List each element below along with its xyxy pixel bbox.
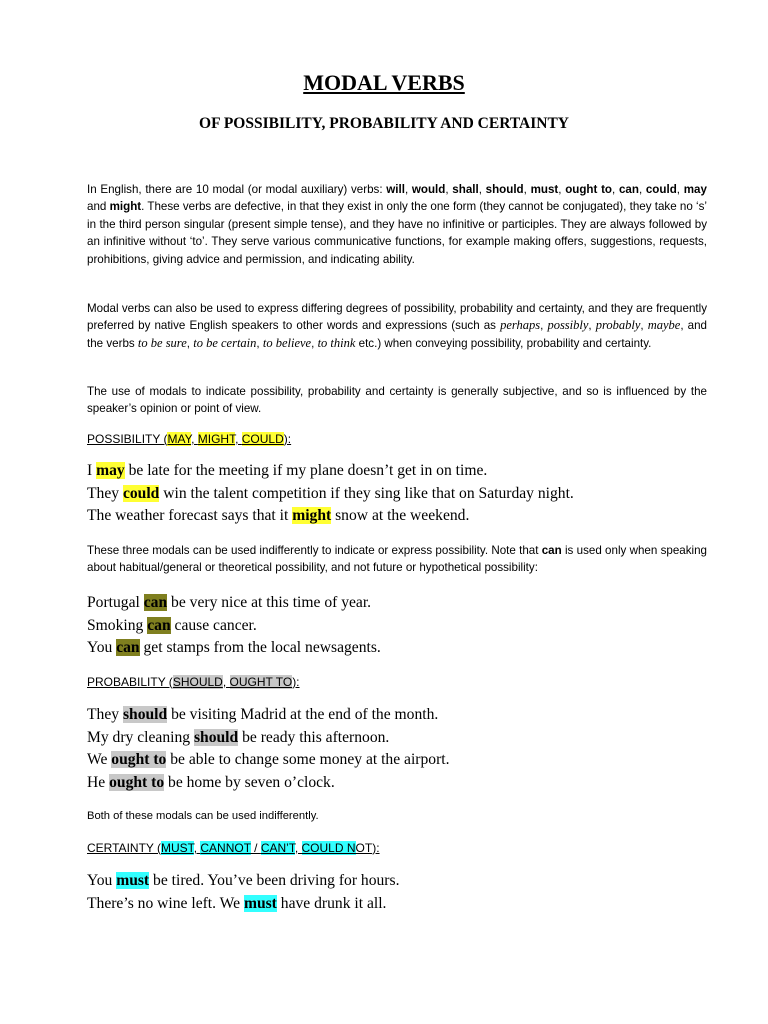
- probability-heading: PROBABILITY (SHOULD, OUGHT TO):: [87, 675, 300, 689]
- possibility-examples: [87, 460, 574, 528]
- can-note-paragraph: These three modals can be used indifferently to indicate or express possibility. Note that can is used only when speaking about habitual/general or theoretical possibility, and not future or hypothetical possibility:: [87, 544, 708, 575]
- intro-paragraph: In English, there are 10 modal (or modal auxiliary) verbs: will, would, shall, should, must, ought to, can, could, may and might. These verbs are defective, in that they exist in only the one form (they cannot be conjugated), they take no ‘s’ in the third person singular (present simple tense), and they have no infinitive or participles. They are always followed by an infinitive without ‘to’. They serve various communicative functions, for example making offers, suggestions, requests, prohibitions, giving advice and permission, and indicating ability.: [87, 183, 707, 266]
- can-examples: [87, 592, 381, 660]
- example-sentence: They could win the talent competition if they sing like that on Saturday night.: [87, 484, 574, 502]
- certainty-heading: CERTAINTY (MUST, CANNOT / CAN’T, COULD NOT):: [87, 841, 380, 855]
- page-subtitle: OF POSSIBILITY, PROBABILITY AND CERTAINTY: [199, 115, 569, 132]
- example-sentence: The weather forecast says that it might snow at the weekend.: [87, 507, 470, 525]
- modal-degrees-paragraph: Modal verbs can also be used to express differing degrees of possibility, probability and certainty, and they are frequently preferred by native English speakers to other words and expressions (such as perhaps, possibly, probably, maybe, and the verbs to be sure, to be certain, to believe, to think etc.) when conveying possibility, probability and certainty.: [87, 302, 707, 350]
- example-sentence: Portugal can be very nice at this time of year.: [87, 594, 372, 611]
- example-sentence: You must be tired. You’ve been driving for hours.: [87, 872, 400, 889]
- example-sentence: We ought to be able to change some money at the airport.: [87, 751, 450, 769]
- example-sentence: Smoking can cause cancer.: [87, 616, 257, 634]
- example-sentence: They should be visiting Madrid at the end of the month.: [87, 706, 439, 723]
- example-sentence: There’s no wine left. We must have drunk it all.: [87, 894, 387, 912]
- example-sentence: I may be late for the meeting if my plane doesn’t get in on time.: [87, 462, 488, 479]
- certainty-examples: [87, 870, 399, 915]
- example-sentence: My dry cleaning should be ready this afternoon.: [87, 728, 390, 746]
- page-title: MODAL VERBS: [303, 70, 465, 95]
- possibility-heading: POSSIBILITY (MAY, MIGHT, COULD):: [87, 432, 292, 446]
- example-sentence: He ought to be home by seven o’clock.: [87, 773, 335, 791]
- probability-examples: [87, 704, 450, 794]
- subjectivity-paragraph: The use of modals to indicate possibility, probability and certainty is generally subjective, and so is influenced by the speaker’s opinion or point of view.: [87, 385, 707, 416]
- probability-note: Both of these modals can be used indifferently.: [87, 810, 319, 822]
- example-sentence: You can get stamps from the local newsagents.: [87, 639, 381, 657]
